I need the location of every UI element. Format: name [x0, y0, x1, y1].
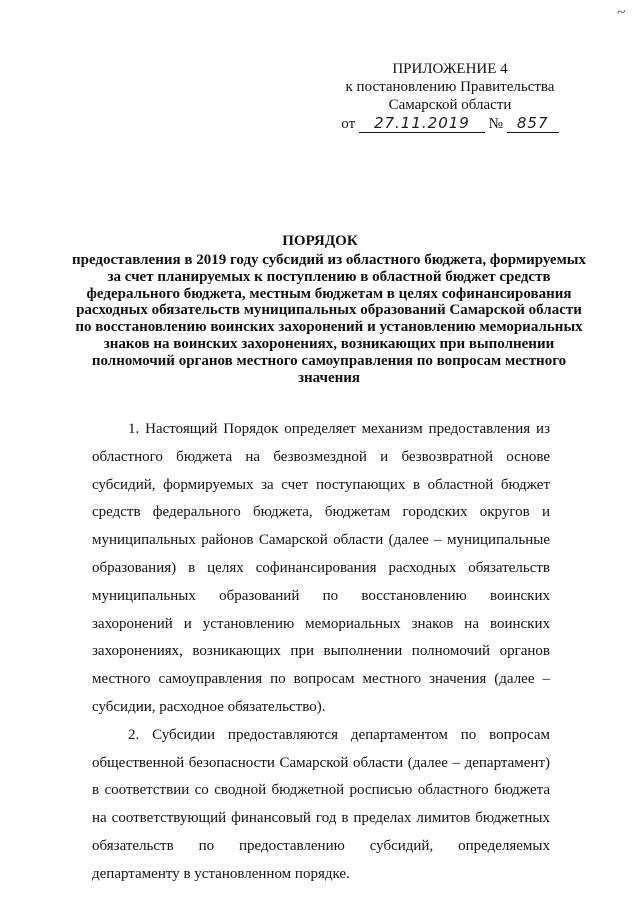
- document-body: [92, 416, 550, 889]
- region-name: Самарской области: [388, 97, 512, 113]
- number-prefix: №: [488, 116, 503, 132]
- paragraph-2: 2. Субсидии предоставляются департаментом по вопросам общественной безопасности Самарской области (далее – департамент) в соответствии со сводной бюджетной росписью областного бюджета на соответствующий финансовый год в пределах лимитов бюджетных обязательств по предоставлению субсидий, определяемых департаменту в установленном порядке.: [92, 726, 550, 882]
- corner-handwritten-mark: ~: [616, 3, 628, 22]
- paragraph-1: 1. Настоящий Порядок определяет механизм предоставления из областного бюджета на безвозмездной и безвозвратной основе субсидий, формируемых за счет поступающих в областной бюджет средств федерального бюджета, бюджетам городских округов и муниципальных районов Самарской области (далее – муниципальные образования) в целях софинансирования расходных обязательств муниципальных образований по восстановлению воинских захоронений и установлению мемориальных знаков на воинских захоронениях, возникающих при выполнении полномочий органов местного самоуправления по вопросам местного значения (далее – субсидии, расходное обязательство).: [92, 421, 550, 715]
- document-subtitle: предоставления в 2019 году субсидий из областного бюджета, формируемых за счет планируемых к поступлению в областной бюджет средств федерального бюджета, местным бюджетам в целях софинансирования расходных обязательств муниципальных образований Самарской области по восстановлению воинских захоронений и установлению мемориальных знаков на воинских захоронениях, возникающих при выполнении полномочий органов местного самоуправления по вопросам местного значения: [71, 252, 587, 386]
- document-title: ПОРЯДОК: [282, 233, 358, 249]
- appendix-label: ПРИЛОЖЕНИЕ 4: [392, 61, 508, 77]
- handwritten-date: 27.11.2019: [359, 114, 485, 133]
- resolution-reference: к постановлению Правительства: [345, 79, 555, 95]
- appendix-header: [300, 60, 600, 133]
- handwritten-number: 857: [507, 114, 559, 133]
- date-number-line: [300, 114, 600, 133]
- date-prefix: от: [341, 116, 356, 132]
